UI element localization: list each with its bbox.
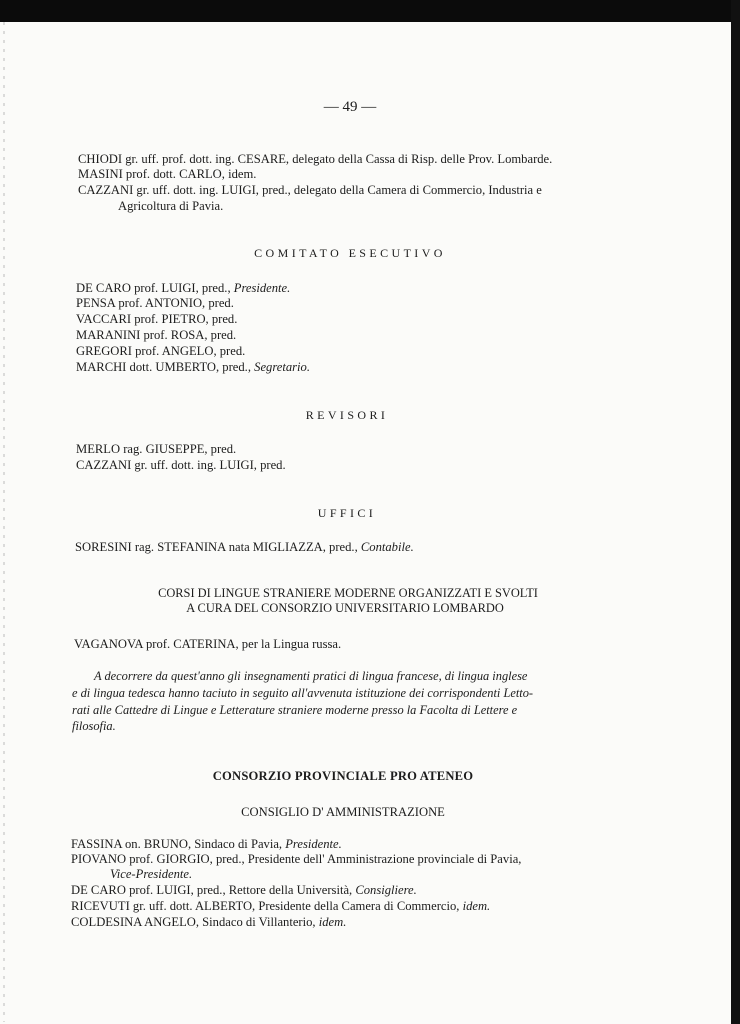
note-line: A decorrere da quest'anno gli insegnamenti pratici di lingua francese, di lingua inglese [94, 669, 528, 683]
list-item [76, 328, 236, 343]
member-role: Presidente. [233, 281, 291, 295]
page-number: — 49 — [323, 99, 377, 115]
note-line: rati alle Cattedre di Lingue e Letterature straniere moderne presso la Facolta di Lettere e [72, 703, 518, 717]
member-text: DE CARO prof. LUIGI, pred., [76, 281, 234, 295]
list-item [78, 183, 542, 198]
list-item: VAGANOVA prof. CATERINA, per la Lingua russa. [74, 637, 342, 651]
section-heading-corsi-line2: A CURA DEL CONSORZIO UNIVERSITARIO LOMBARDO [186, 601, 504, 615]
list-item [71, 883, 417, 898]
list-item [78, 152, 552, 167]
member-text: GREGORI prof. ANGELO, pred. [76, 344, 246, 358]
list-item: CAZZANI gr. uff. dott. ing. LUIGI, pred. [76, 458, 286, 472]
member-text: DE CARO prof. LUIGI, pred., Rettore della Università, [71, 883, 356, 897]
list-item-continuation [110, 867, 192, 882]
section-heading-revisori: REVISORI [305, 408, 389, 422]
member-detail: prof. dott. CARLO, idem. [122, 167, 257, 181]
member-text: VACCARI prof. PIETRO, pred. [76, 312, 238, 326]
list-item [76, 281, 290, 296]
member-name: CAZZANI [78, 183, 134, 197]
section-heading-uffici: UFFICI [317, 506, 377, 520]
list-item [76, 344, 245, 359]
list-item [71, 852, 521, 867]
member-name: CHIODI [78, 152, 123, 166]
member-text: SORESINI rag. STEFANINA nata MIGLIAZZA, pred., [75, 540, 361, 554]
list-item [76, 312, 237, 327]
section-subheading-consiglio: CONSIGLIO D' AMMINISTRAZIONE [241, 805, 445, 819]
list-item [75, 540, 414, 555]
member-role: Vice-Presidente. [110, 867, 193, 881]
member-text: FASSINA on. BRUNO, Sindaco di Pavia, [71, 837, 286, 851]
member-text: MARANINI prof. ROSA, pred. [76, 328, 237, 342]
member-role: Segretario. [254, 360, 310, 374]
list-item [71, 915, 346, 930]
list-item: MERLO rag. GIUSEPPE, pred. [76, 442, 237, 456]
list-item [71, 899, 490, 914]
member-role: idem. [462, 899, 491, 913]
member-text: RICEVUTI gr. uff. dott. ALBERTO, Presidente della Camera di Commercio, [71, 899, 463, 913]
note-line: e di lingua tedesca hanno taciuto in seguito all'avvenuta istituzione dei corrispondenti Letto- [72, 686, 534, 700]
section-heading-corsi: CORSI DI LINGUE STRANIERE MODERNE ORGANIZZATI E SVOLTI [158, 586, 538, 600]
list-item [76, 296, 234, 311]
member-role: Presidente. [285, 837, 342, 851]
member-detail: gr. uff. prof. dott. ing. CESARE, delegato della Cassa di Risp. delle Prov. Lombarde. [122, 152, 553, 166]
section-heading-consorzio: CONSORZIO PROVINCIALE PRO ATENEO [212, 769, 474, 783]
member-text: MARCHI dott. UMBERTO, pred., [76, 360, 255, 374]
member-text: PIOVANO prof. GIORGIO, pred., Presidente dell' Amministrazione provinciale di Pavia, [71, 852, 522, 866]
member-text: COLDESINA ANGELO, Sindaco di Villanterio, [71, 915, 319, 929]
note-line: filosofia. [72, 719, 116, 733]
list-item [78, 167, 256, 182]
member-text: PENSA prof. ANTONIO, pred. [76, 296, 234, 310]
member-role: idem. [318, 915, 347, 929]
section-heading-comitato: COMITATO ESECUTIVO [254, 246, 446, 260]
list-item-continuation: Agricoltura di Pavia. [118, 199, 224, 213]
list-item [71, 837, 342, 852]
member-detail: gr. uff. dott. ing. LUIGI, pred., delegato della Camera di Commercio, Industria e [133, 183, 542, 197]
member-role: Consigliere. [355, 883, 417, 897]
member-name: MASINI [78, 167, 123, 181]
list-item [76, 360, 310, 375]
member-role: Contabile. [360, 540, 414, 554]
